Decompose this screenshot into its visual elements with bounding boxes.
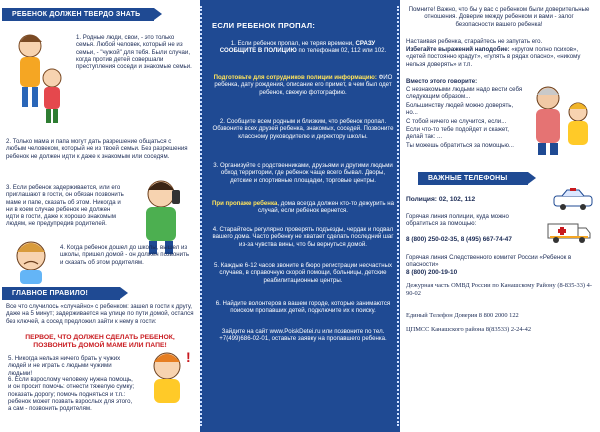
home-watch-text <box>212 200 394 215</box>
fold-dots-left <box>200 6 202 426</box>
avoid-body: «кругом полно психов», «детей постоянно крадут», «гулять в рядах опасно», «никому нельзя доверять» и т.п. <box>406 46 581 68</box>
rule-6-text: 6. Если взрослому человеку нужна помощь, и он просит помочь: отнести тяжелую сумку; показать дорогу; помочь подняться и т.п.: ребенок может позвать взрослых для этого, а сам - позвонить родителям. <box>8 376 135 413</box>
home-watch-title: При пропаже ребенка <box>212 200 278 207</box>
home-watch-body: , дома всегда должен кто-то дежурить на случай, если ребенок вернется. <box>258 200 394 215</box>
hotline-title: Горячая линия полиции, куда можно обратиться за помощью: <box>406 213 509 228</box>
prep-text: ФИО ребенка, дату рождения, описание его примет, в чем был одет ребенок, свежую фотографию. <box>214 74 393 96</box>
hotline-number: 8 (800) 250-02-35, 8 (495) 667-74-47 <box>406 236 512 243</box>
step-3-text: 3. Организуйте с родственниками, друзьями и другими людьми обход территории, где ребенок чаще всего бывал. Дворы, детские и спортивные площадки, торговые центры. <box>213 162 393 184</box>
avoid-text <box>406 46 592 68</box>
right-column <box>400 0 600 432</box>
hotline2-number: 8 (800) 200-19-10 <box>406 269 458 276</box>
fold-dots-right <box>397 6 399 426</box>
cpmss-phone: ЦПМСС Канашского района 8(83533) 2-24-42 <box>406 326 532 333</box>
better-title: Вместо этого говорите: <box>406 78 478 85</box>
step-1-bold: СРАЗУ СООБЩИТЕ В ПОЛИЦИЮ <box>219 40 376 55</box>
trust-phone: Единый Телефон Доверия 8 800 2000 122 <box>406 312 519 319</box>
rule-4-text: 4. Когда ребенок дошел до школы, вышел из школы, пришел домой - он должен позвонить и сказать об этом родителям. <box>60 244 190 266</box>
svg-text:!: ! <box>186 349 191 365</box>
step-5-text: 5. Каждые 6-12 часов звоните в бюро регистрации несчастных случаев, в справочную скорой помощи, больницы, детские реабилитационные центры. <box>213 262 393 284</box>
better-line-3: С тобой ничего не случится, если... <box>406 118 507 125</box>
step-6-text: 6. Найдите волонтеров в вашем городе, которые занимаются поиском пропавших детей, подключите их к поиску. <box>215 300 391 315</box>
rule-2-text: 2. Только мама и папа могут дать разрешение общаться с любым человеком, который не из твоей семьи. Без разрешения ребенок не должен идти к даже к знакомым или соседям. <box>6 138 188 160</box>
phones-banner: ВАЖНЫЕ ТЕЛЕФОНЫ <box>418 172 528 185</box>
crying-child-icon <box>8 238 54 286</box>
prep-title: Подготовьте для сотрудников полиции информацию: <box>213 74 377 81</box>
step-1-text <box>212 40 394 55</box>
section-banner: РЕБЕНОК ДОЛЖЕН ТВЕРДО ЗНАТЬ <box>2 8 154 21</box>
middle-column <box>200 0 400 432</box>
family-icon <box>526 82 598 156</box>
avoid-title: Избегайте выражений наподобие: <box>406 46 510 53</box>
step-1-tail: по телефонам 02, 112 или 102. <box>298 47 387 55</box>
better-line-2: Большинству людей можно доверять, но... <box>406 102 514 117</box>
hotline2-title: Горячая линия Следственного комитет России «Ребенок в опасности» <box>406 254 572 269</box>
missing-title: ЕСЛИ РЕБЕНОК ПРОПАЛ: <box>212 21 316 30</box>
rule-3-text: 3. Если ребенок задерживается, или его приглашают в гости, он обязан позвонить маме и папе, сказать об этом. Никогда и ни в коем случае ребенок не должен идти в гости, даже к хорошо знакомым людям, не предупредив родителей. <box>6 184 124 228</box>
children-figure-icon <box>8 30 70 130</box>
warning-child-icon <box>138 348 196 408</box>
step-2-text: 2. Сообщите всем родным и близким, что ребенок пропал. Обзвоните всех друзей ребенка, знакомых, соседей. Позвоните классному руководителю и директору школы. <box>212 118 394 140</box>
better-line-1: С незнакомыми людьми надо вести себя следующим образом... <box>406 86 523 101</box>
police-car-icon <box>552 188 594 210</box>
police-numbers: Полиция: 02, 102, 112 <box>406 196 476 203</box>
omvd-phone: Дежурная часть ОМВД России по Канашскому Району (8-835-33) 4-90-02 <box>406 282 592 297</box>
rule-1-text: 1. Родные люди, свои, - это только семья. Любой человек, который не из семьи, - "чужой" для тебя. Были случаи, когда против детей совершали преступления соседи и знакомые семьи. <box>76 34 192 71</box>
better-line-5: Ты можешь обратиться за помощью... <box>406 142 514 149</box>
left-column <box>0 0 200 432</box>
teach-text: Настаивая ребенка, старайтесь не запугать его. <box>406 38 543 45</box>
better-line-4: Если что-то тебе подойдет и скажет, делай так: ... <box>406 126 509 141</box>
prep-info <box>212 74 394 96</box>
step-4-text: 4. Старайтесь регулярно проверять подъезды, чердак и подвал вашего дома. Часто ребенку не хватает сделать последний шаг из-за чувства вины, что бы вернуться домой. <box>212 226 394 248</box>
site-text: Зайдите на сайт www.PoiskDetei.ru или позвоните по тел. +7(499)686-02-01, оставьте заявку на пропавшего ребенка. <box>219 328 387 343</box>
step-1-lead: 1. Если ребенок пропал, не теряя времени, <box>230 40 354 47</box>
main-rule-caps: ПЕРВОЕ, ЧТО ДОЛЖЕН СДЕЛАТЬ РЕБЕНОК, ПОЗВОНИТЬ ДОМОЙ МАМЕ ИЛИ ПАПЕ! <box>25 334 175 349</box>
rule-5-text: 5. Никогда нельзя ничего брать у чужих людей и не играть с людьми чужими людьми! <box>8 355 121 377</box>
main-rule-text: Все что случилось «случайно» с ребенком: зашел в гости к другу, даже на 5 минут; задерживается на улице по пути домой, остался без ключей, а сосед предложил зайти к нему в гости: <box>6 303 194 325</box>
main-rule-banner: ГЛАВНОЕ ПРАВИЛО! <box>2 287 120 300</box>
trust-intro: Помните! Важно, что бы у вас с ребенком были доверительные отношения. Доверие между ребенком и вами - залог безопасности вашего ребенка! <box>408 6 590 28</box>
